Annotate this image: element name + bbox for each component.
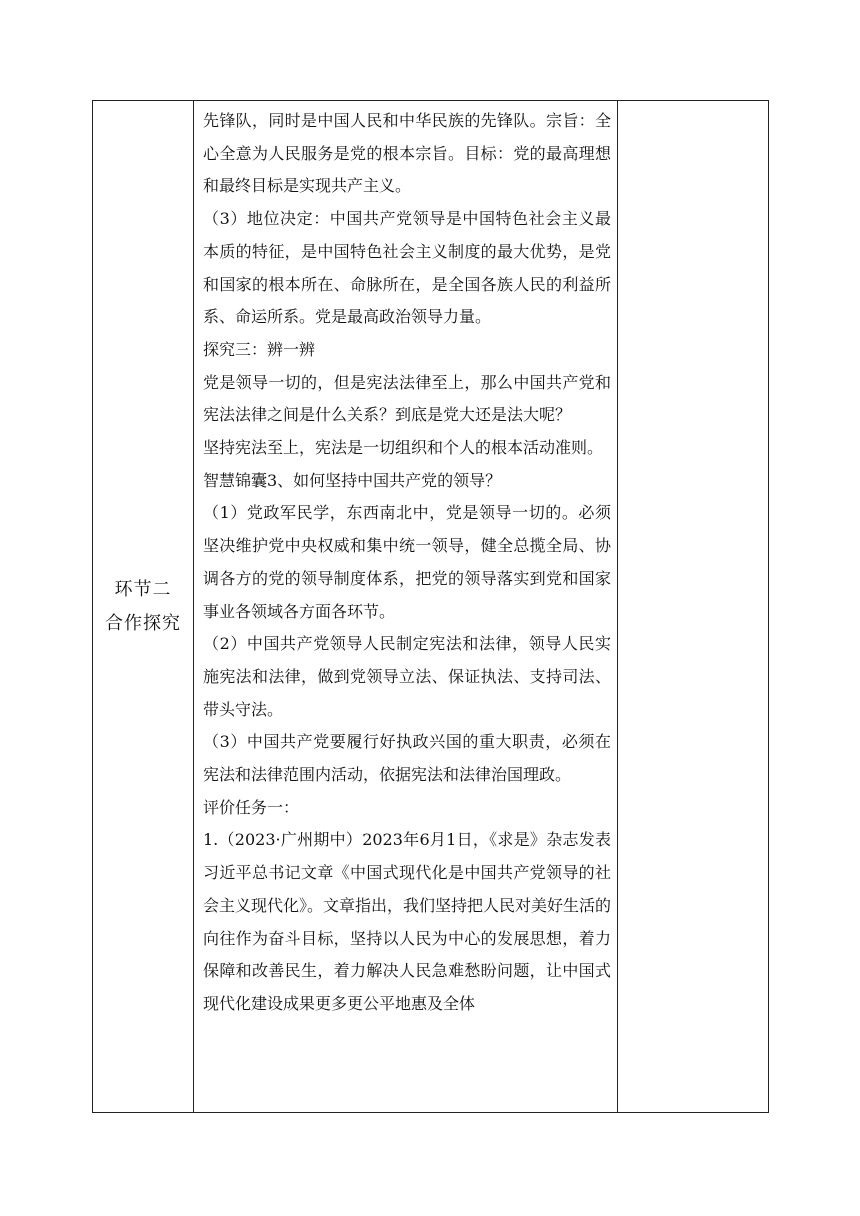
section-title-line1: 环节二: [114, 578, 172, 600]
section-title-line2: 合作探究: [105, 612, 181, 634]
content-body: [194, 101, 617, 1021]
content-paragraph: （3）中国共产党要履行好执政兴国的重大职责，必须在宪法和法律范围内活动，依据宪法和法律治国理政。: [203, 732, 611, 785]
content-paragraph: 党是领导一切的，但是宪法法律至上，那么中国共产党和宪法法律之间是什么关系？到底是党大还是法大呢？: [203, 372, 611, 425]
table-row: [93, 101, 769, 1113]
content-paragraph: 评价任务一：: [203, 797, 300, 817]
section-label-cell: [93, 101, 194, 1113]
content-paragraph: 先锋队，同时是中国人民和中华民族的先锋队。宗旨：全心全意为人民服务是党的根本宗旨。目标：党的最高理想和最终目标是实现共产主义。: [203, 111, 611, 196]
content-paragraph: 探究三：辨一辨: [203, 339, 316, 359]
notes-cell: [618, 101, 769, 1113]
lesson-plan-table: [92, 100, 769, 1113]
content-paragraph: 智慧锦囊3、如何坚持中国共产党的领导？: [203, 470, 502, 490]
content-paragraph: 1.（2023·广州期中）2023年6月1日，《求是》杂志发表习近平总书记文章《中国式现代化是中国共产党领导的社会主义现代化》。文章指出，我们坚持把人民对美好生活的向往作为奋斗目标，坚持以人民为中心的发展思想，着力保障和改善民生，着力解决人民急难愁盼问题，让中国式现代化建设成果更多更公平地惠及全体: [203, 830, 612, 1013]
content-paragraph: 坚持宪法至上，宪法是一切组织和个人的根本活动准则。: [203, 438, 604, 458]
content-paragraph: （2）中国共产党领导人民制定宪法和法律，领导人民实施宪法和法律，做到党领导立法、保证执法、支持司法、带头守法。: [203, 634, 611, 719]
content-paragraph: （1）党政军民学，东西南北中，党是领导一切的。必须坚决维护党中央权威和集中统一领导，健全总揽全局、协调各方的党的领导制度体系，把党的领导落实到党和国家事业各领域各方面各环节。: [203, 503, 611, 621]
content-paragraph: （3）地位决定：中国共产党领导是中国特色社会主义最本质的特征，是中国特色社会主义制度的最大优势，是党和国家的根本所在、命脉所在，是全国各族人民的利益所系、命运所系。党是最高政治领导力量。: [203, 209, 611, 327]
content-cell: [194, 101, 618, 1113]
